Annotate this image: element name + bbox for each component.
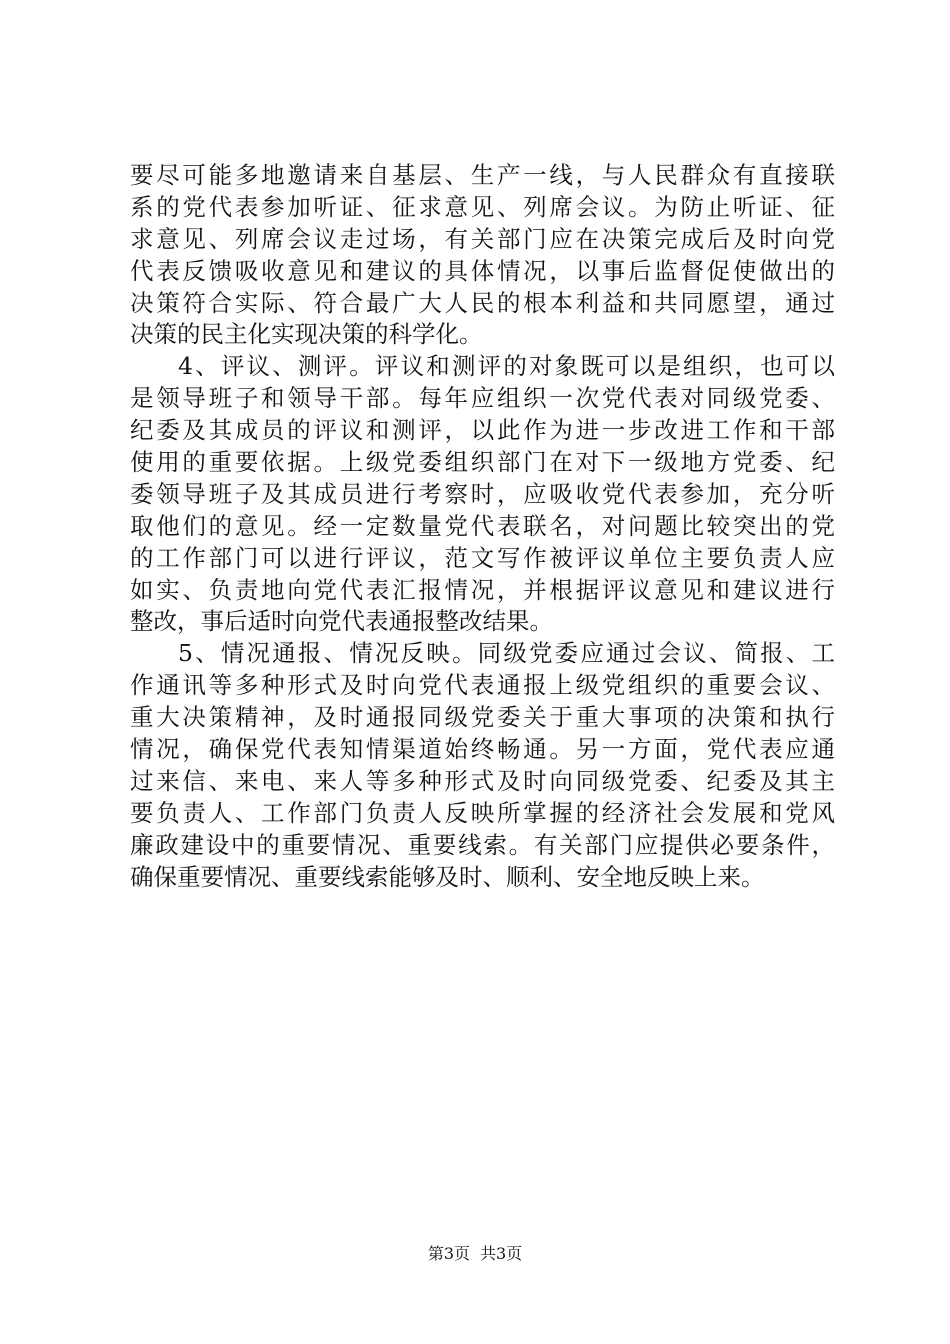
- text-line: 如实、负责地向党代表汇报情况，并根据评议意见和建议进行: [130, 575, 835, 604]
- text-line: 要尽可能多地邀请来自基层、生产一线，与人民群众有直接联: [130, 161, 835, 189]
- text-line: 委领导班子及其成员进行考察时，应吸收党代表参加，充分听: [130, 479, 835, 508]
- text-line: 确保重要情况、重要线索能够及时、顺利、安全地反映上来。: [130, 862, 765, 891]
- text-line: 廉政建设中的重要情况、重要线索。有关部门应提供必要条件，: [130, 830, 835, 859]
- text-line: 的工作部门可以进行评议，范文写作被评议单位主要负责人应: [130, 543, 835, 572]
- document-body: [130, 160, 835, 893]
- text-line: 代表反馈吸收意见和建议的具体情况，以事后监督促使做出的: [130, 256, 835, 285]
- text-line: 整改，事后适时向党代表通报整改结果。: [130, 607, 553, 636]
- text-line: 4、评议、测评。评议和测评的对象既可以是组织，也可以: [178, 352, 835, 381]
- text-line: 取他们的意见。经一定数量党代表联名，对问题比较突出的党: [130, 511, 835, 540]
- text-line: 作通讯等多种形式及时向党代表通报上级党组织的重要会议、: [130, 671, 835, 700]
- text-line: 是领导班子和领导干部。每年应组织一次党代表对同级党委、: [130, 384, 835, 413]
- text-line: 纪委及其成员的评议和测评，以此作为进一步改进工作和干部: [130, 416, 835, 445]
- text-line: 决策的民主化实现决策的科学化。: [130, 320, 483, 349]
- paragraph: [130, 160, 835, 351]
- text-line: 过来信、来电、来人等多种形式及时向同级党委、纪委及其主: [130, 766, 835, 795]
- text-line: 求意见、列席会议走过场，有关部门应在决策完成后及时向党: [130, 224, 835, 253]
- page-total: 共3页: [480, 1244, 523, 1263]
- text-line: 系的党代表参加听证、征求意见、列席会议。为防止听证、征: [130, 192, 835, 221]
- text-line: 使用的重要依据。上级党委组织部门在对下一级地方党委、纪: [130, 448, 835, 477]
- text-line: 5、情况通报、情况反映。同级党委应通过会议、简报、工: [178, 639, 835, 668]
- paragraph: [130, 351, 835, 638]
- text-line: 要负责人、工作部门负责人反映所掌握的经济社会发展和党风: [130, 798, 835, 827]
- page-number: 第3页: [427, 1244, 470, 1263]
- text-line: 情况，确保党代表知情渠道始终畅通。另一方面，党代表应通: [130, 735, 835, 764]
- text-line: 决策符合实际、符合最广大人民的根本利益和共同愿望，通过: [130, 288, 835, 317]
- paragraph: [130, 638, 835, 893]
- page-footer: [0, 1243, 950, 1265]
- text-line: 重大决策精神，及时通报同级党委关于重大事项的决策和执行: [130, 703, 835, 732]
